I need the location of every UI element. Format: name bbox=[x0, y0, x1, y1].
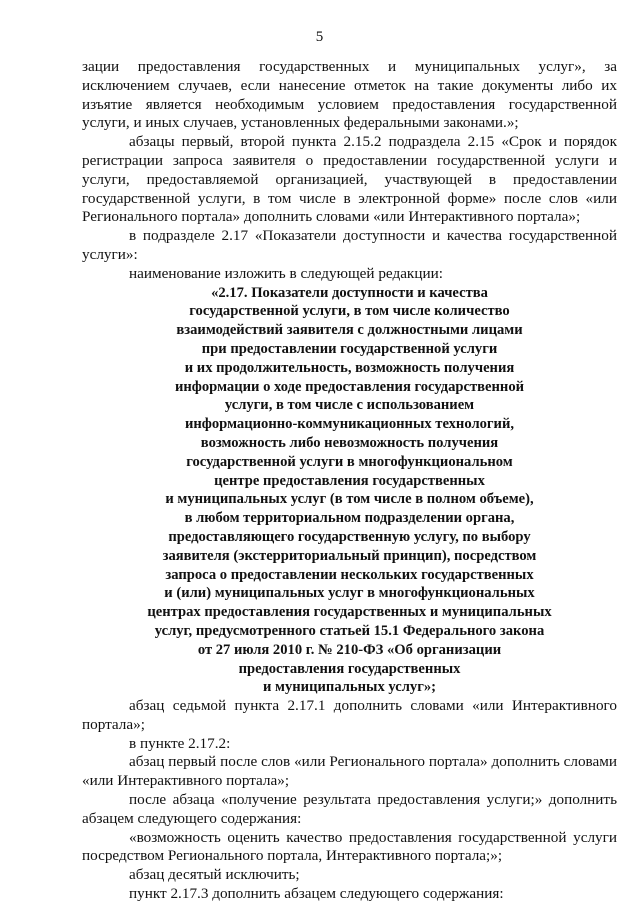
paragraph-after-abzac: после абзаца «получение результата предоставления услуги;» дополнить абзацем следующего содержания: bbox=[82, 791, 617, 827]
title-line: при предоставлении государственной услуги bbox=[201, 340, 498, 357]
paragraph-point-2-17-2: в пункте 2.17.2: bbox=[129, 734, 231, 752]
title-line: услуги, в том числе с использованием bbox=[224, 397, 475, 414]
paragraph-first-abzac: абзац первый после слов «или Регионального портала» дополнить словами «или Интерактивного портала»; bbox=[82, 753, 617, 790]
title-line: центре предоставления государственных bbox=[214, 472, 485, 489]
title-line: информации о ходе предоставления государственной bbox=[174, 378, 525, 395]
title-line: и муниципальных услуг»; bbox=[262, 679, 436, 696]
title-line: и их продолжительность, возможность получения bbox=[184, 359, 515, 376]
paragraph-title-intro: наименование изложить в следующей редакции: bbox=[129, 264, 443, 282]
section-title-2-17 bbox=[82, 284, 617, 698]
title-line: возможность либо невозможность получения bbox=[200, 434, 499, 451]
paragraph-tenth-abzac: абзац десятый исключить; bbox=[129, 866, 300, 884]
paragraph-point-2-17-3: пункт 2.17.3 дополнить абзацем следующего содержания: bbox=[129, 885, 504, 903]
title-line: заявителя (экстерриториальный принцип), посредством bbox=[162, 547, 537, 564]
paragraph-amendment-2-15-2: абзацы первый, второй пункта 2.15.2 подраздела 2.15 «Срок и порядок регистрации запроса заявителя о предоставлении государственной услуги и услуги, предоставляемой организацией, участвующей в предоставлении государственной услуги, в том числе в электронной форме» после слов «или Регионального портала» дополнить словами «или Интерактивного портала»; bbox=[82, 133, 617, 226]
title-line: и муниципальных услуг (в том числе в полном объеме), bbox=[165, 491, 534, 508]
title-line: «2.17. Показатели доступности и качества bbox=[211, 284, 488, 301]
title-line: предоставляющего государственную услугу, по выбору bbox=[168, 528, 531, 545]
paragraph-continuation: зации предоставления государственных и муниципальных услуг», за исключением случаев, если нанесение отметок на такие документы либо их изъятие является необходимым условием предоставления государственной услуги, и иных случаев, установленных федеральными законами.»; bbox=[82, 58, 617, 132]
title-line: центрах предоставления государственных и муниципальных bbox=[147, 604, 552, 621]
title-line: государственной услуги, в том числе количество bbox=[189, 303, 510, 320]
title-line: предоставления государственных bbox=[238, 660, 461, 677]
page-number: 5 bbox=[315, 29, 324, 45]
title-line: информационно-коммуникационных технологий, bbox=[184, 416, 515, 433]
document-body bbox=[82, 58, 617, 904]
title-line: запроса о предоставлении нескольких государственных bbox=[165, 566, 534, 583]
title-line: государственной услуги в многофункциональном bbox=[186, 453, 513, 470]
title-line: и (или) муниципальных услуг в многофункциональных bbox=[164, 585, 535, 602]
paragraph-quality-assessment: «возможность оценить качество предоставления государственной услуги посредством Регионального портала, Интерактивного портала;»; bbox=[82, 828, 617, 865]
title-line: услуг, предусмотренного статьей 15.1 Федерального закона bbox=[154, 622, 545, 639]
title-line: от 27 июля 2010 г. № 210-ФЗ «Об организации bbox=[197, 641, 502, 658]
paragraph-amendment-2-17-1: абзац седьмой пункта 2.17.1 дополнить словами «или Интерактивного портала»; bbox=[82, 697, 617, 733]
paragraph-subsection-2-17: в подразделе 2.17 «Показатели доступности и качества государственной услуги»: bbox=[82, 227, 617, 263]
title-line: в любом территориальном подразделении органа, bbox=[184, 510, 515, 527]
title-line: взаимодействий заявителя с должностными лицами bbox=[176, 322, 523, 339]
